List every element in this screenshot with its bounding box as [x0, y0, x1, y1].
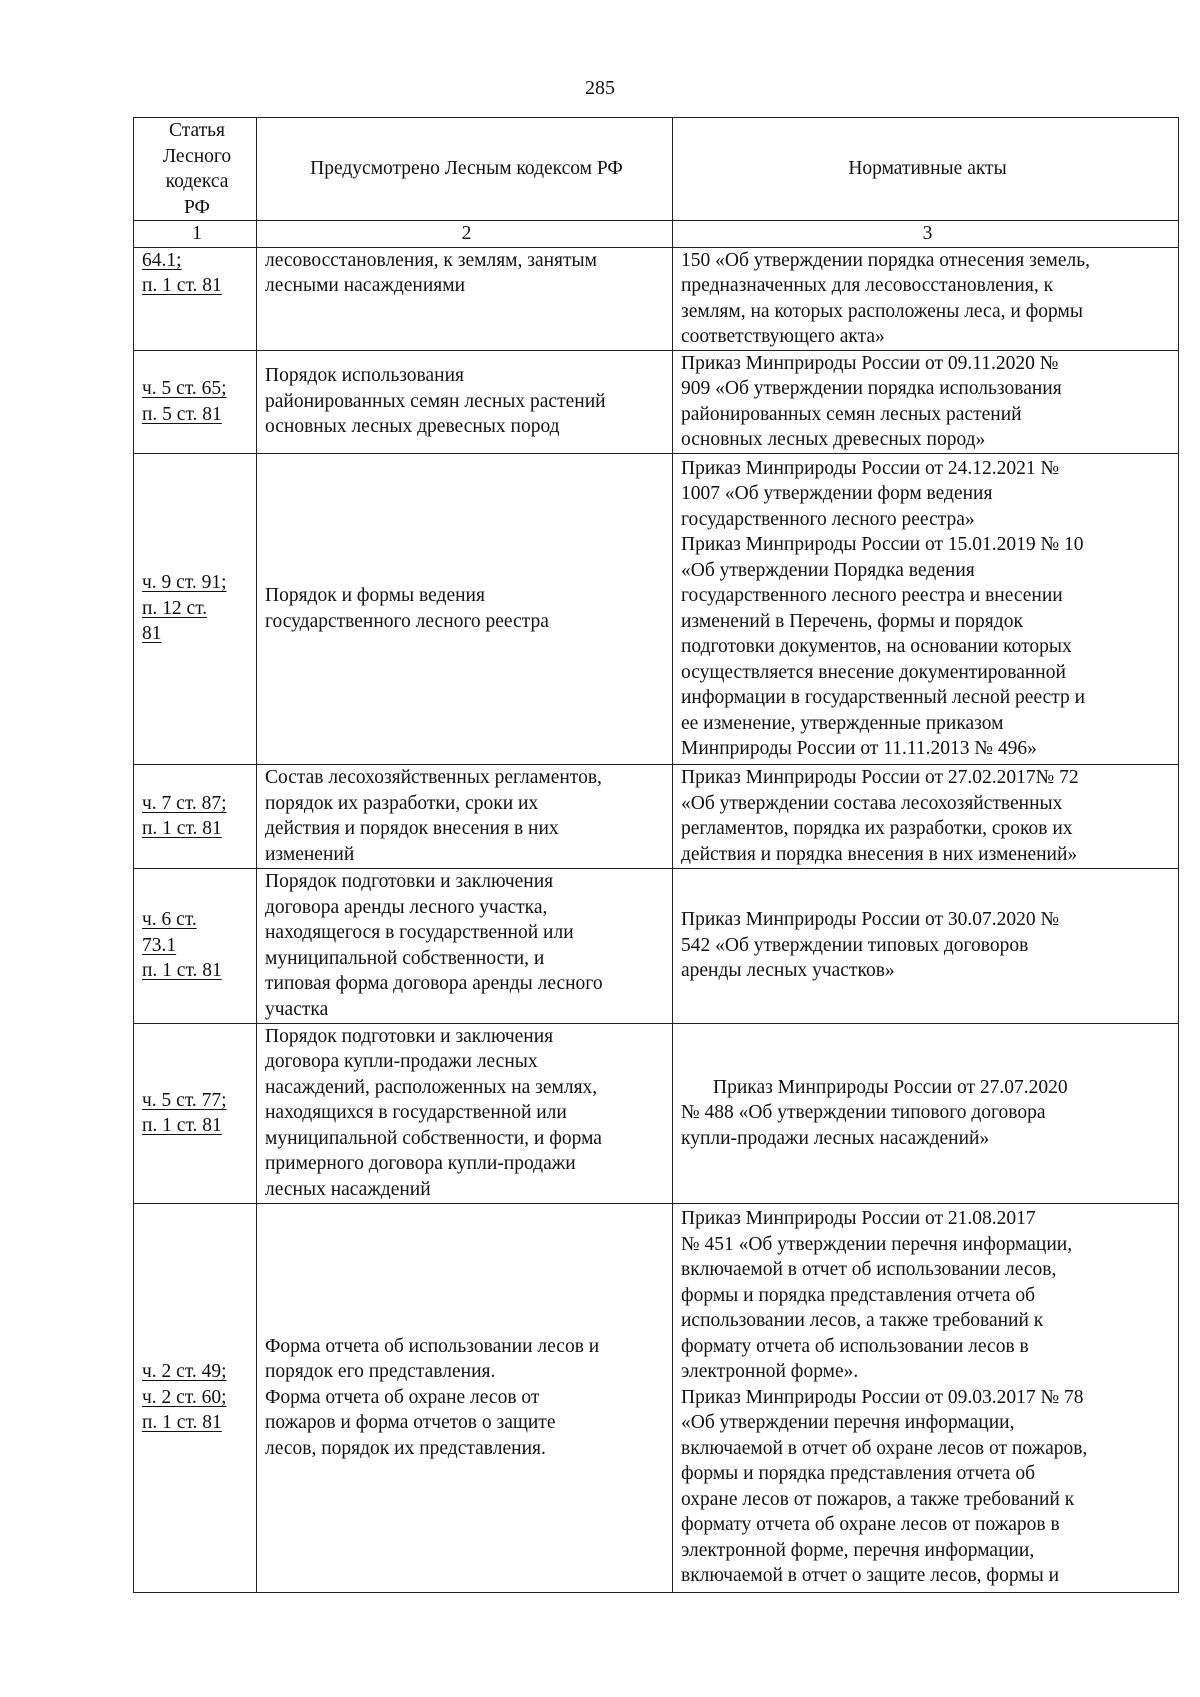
provision-line: лесовосстановления, к землям, занятым — [265, 249, 597, 271]
acts-line: № 451 «Об утверждении перечня информации, — [681, 1233, 1073, 1255]
acts-line: районированных семян лесных растений — [681, 403, 1022, 425]
article-line: п. 1 ст. 81 — [142, 1115, 222, 1136]
provision-text — [257, 868, 673, 1023]
table-row — [134, 1203, 1179, 1592]
header-article-line: кодекса — [165, 171, 229, 192]
provision-line: Форма отчета об использовании лесов и — [265, 1335, 600, 1357]
article-line: п. 12 ст. — [142, 597, 208, 619]
provision-line: находящихся в государственной или — [265, 1102, 567, 1124]
page-number: 285 — [585, 77, 615, 99]
acts-line: Приказ Минприроды России от 24.12.2021 № — [681, 457, 1060, 479]
acts-text — [673, 1023, 1179, 1203]
acts-line: землям, на которых расположены леса, и формы — [681, 300, 1083, 322]
header-acts: Нормативные акты — [673, 118, 1179, 221]
acts-line: Приказ Минприроды России от 09.03.2017 № 78 — [681, 1386, 1084, 1408]
acts-line: Приказ Минприроды России от 27.02.2017№ 72 — [681, 767, 1079, 788]
provision-line: основных лесных древесных пород — [265, 416, 560, 438]
acts-line: ее изменение, утвержденные приказом — [681, 712, 1004, 734]
article-line: ч. 5 ст. 65; — [142, 378, 227, 399]
article-reference — [134, 1023, 257, 1203]
table-row — [134, 764, 1179, 868]
acts-text — [673, 868, 1179, 1023]
acts-line: включаемой в отчет об охране лесов от пожаров, — [681, 1437, 1088, 1459]
column-number: 1 — [134, 221, 257, 248]
acts-line: формы и порядка представления отчета об — [681, 1463, 1036, 1485]
article-line: 81 — [142, 623, 162, 645]
provision-line: Форма отчета об охране лесов от — [265, 1386, 540, 1408]
acts-line: «Об утверждении Порядка ведения — [681, 559, 975, 581]
table-header-row — [134, 118, 1179, 221]
provision-line: порядок его представления. — [265, 1361, 496, 1383]
table-row — [134, 453, 1179, 764]
article-line: ч. 5 ст. 77; — [142, 1089, 227, 1111]
provision-text — [257, 247, 673, 350]
acts-line: информации в государственный лесной реестр и — [681, 687, 1086, 708]
acts-line: Приказ Минприроды России от 15.01.2019 № 10 — [681, 534, 1084, 555]
acts-line: купли-продажи лесных насаждений» — [681, 1127, 990, 1149]
article-line: п. 5 ст. 81 — [142, 403, 222, 425]
header-article-line: РФ — [184, 196, 210, 218]
normative-acts-table — [133, 117, 1179, 1593]
acts-line: Приказ Минприроды России от 21.08.2017 — [681, 1208, 1036, 1230]
acts-text — [673, 453, 1179, 764]
acts-line: государственного лесного реестра» — [681, 508, 975, 530]
provision-line: Порядок использования — [265, 365, 464, 387]
header-article — [134, 118, 257, 221]
acts-line: Приказ Минприроды России от 30.07.2020 № — [681, 909, 1060, 931]
acts-line: аренды лесных участков» — [681, 960, 895, 982]
article-line: ч. 2 ст. 49; — [142, 1361, 227, 1383]
acts-line: использовании лесов, а также требований к — [681, 1310, 1044, 1332]
article-line: п. 1 ст. 81 — [142, 1412, 222, 1434]
header-provision: Предусмотрено Лесным кодексом РФ — [257, 118, 673, 221]
acts-line: 1007 «Об утверждении форм ведения — [681, 483, 993, 504]
provision-text — [257, 453, 673, 764]
provision-line: Порядок и формы ведения — [265, 585, 485, 606]
table-row — [134, 868, 1179, 1023]
acts-line: включаемой в отчет об использовании лесов, — [681, 1259, 1057, 1281]
acts-line: изменений в Перечень, формы и порядок — [681, 610, 1023, 632]
article-line: ч. 9 ст. 91; — [142, 572, 227, 594]
provision-line: договора аренды лесного участка, — [265, 896, 548, 918]
acts-line: Приказ Минприроды России от 27.07.2020 — [713, 1076, 1068, 1098]
provision-line: договора купли-продажи лесных — [265, 1051, 538, 1073]
provision-text — [257, 1023, 673, 1203]
article-line: 73.1 — [142, 934, 177, 956]
provision-line: действия и порядок внесения в них — [265, 818, 559, 839]
table-row — [134, 247, 1179, 350]
acts-line: формату отчета об охране лесов от пожаров в — [681, 1514, 1060, 1536]
provision-line: лесными насаждениями — [265, 275, 466, 296]
provision-line: типовая форма договора аренды лесного — [265, 973, 603, 994]
acts-text — [673, 764, 1179, 868]
article-line: ч. 7 ст. 87; — [142, 792, 227, 814]
provision-text — [257, 350, 673, 453]
column-number: 2 — [257, 221, 673, 248]
article-reference — [134, 1203, 257, 1592]
provision-line: государственного лесного реестра — [265, 610, 549, 632]
provision-line: примерного договора купли-продажи — [265, 1153, 576, 1175]
provision-line: насаждений, расположенных на землях, — [265, 1076, 598, 1098]
acts-text — [673, 1203, 1179, 1592]
acts-line: 150 «Об утверждении порядка отнесения земель, — [681, 249, 1090, 271]
acts-line: 909 «Об утверждении порядка использования — [681, 378, 1062, 399]
header-article-line: Статья — [168, 120, 226, 141]
column-number: 3 — [673, 221, 1179, 248]
acts-line: регламентов, порядка их разработки, сроков их — [681, 818, 1073, 839]
article-line: п. 1 ст. 81 — [142, 275, 222, 296]
table-row — [134, 350, 1179, 453]
provision-line: лесов, порядок их представления. — [265, 1437, 546, 1459]
provision-text — [257, 1203, 673, 1592]
provision-line: Порядок подготовки и заключения — [265, 871, 554, 892]
acts-text — [673, 350, 1179, 453]
acts-line: включаемой в отчет о защите лесов, формы и — [681, 1565, 1060, 1587]
header-article-line: Лесного — [162, 145, 232, 167]
acts-line: Приказ Минприроды России от 09.11.2020 № — [681, 352, 1059, 374]
acts-text — [673, 247, 1179, 350]
article-reference — [134, 350, 257, 453]
table-row — [134, 1023, 1179, 1203]
acts-line: соответствующего акта» — [681, 326, 885, 347]
acts-line: формату отчета об использовании лесов в — [681, 1335, 1029, 1357]
provision-line: муниципальной собственности, и — [265, 947, 545, 969]
acts-line: основных лесных древесных пород» — [681, 429, 986, 450]
provision-line: находящегося в государственной или — [265, 922, 574, 943]
acts-line: действия и порядка внесения в них изменений» — [681, 843, 1078, 865]
article-line: 64.1; — [142, 249, 182, 271]
provision-text — [257, 764, 673, 868]
provision-line: участка — [265, 998, 329, 1020]
provision-line: Порядок подготовки и заключения — [265, 1025, 554, 1047]
article-line: ч. 6 ст. — [142, 909, 197, 931]
acts-line: «Об утверждении перечня информации, — [681, 1412, 1015, 1434]
acts-line: Минприроды России от 11.11.2013 № 496» — [681, 738, 1037, 759]
acts-line: 542 «Об утверждении типовых договоров — [681, 934, 1029, 956]
provision-line: изменений — [265, 843, 355, 865]
acts-line: электронной форме, перечня информации, — [681, 1539, 1035, 1561]
acts-line: предназначенных для лесовосстановления, к — [681, 275, 1054, 296]
provision-line: Состав лесохозяйственных регламентов, — [265, 767, 602, 788]
provision-line: районированных семян лесных растений — [265, 390, 606, 412]
provision-line: порядок их разработки, сроки их — [265, 792, 539, 814]
acts-line: «Об утверждении состава лесохозяйственных — [681, 792, 1063, 814]
article-reference — [134, 764, 257, 868]
acts-line: охране лесов от пожаров, а также требований к — [681, 1488, 1075, 1510]
acts-line: № 488 «Об утверждении типового договора — [681, 1102, 1046, 1124]
article-line: ч. 2 ст. 60; — [142, 1386, 227, 1408]
provision-line: лесных насаждений — [265, 1178, 431, 1200]
acts-line: государственного лесного реестра и внесении — [681, 585, 1063, 606]
provision-line: пожаров и форма отчетов о защите — [265, 1412, 556, 1434]
article-reference — [134, 868, 257, 1023]
provision-line: муниципальной собственности, и форма — [265, 1127, 602, 1149]
article-reference — [134, 453, 257, 764]
acts-line: формы и порядка представления отчета об — [681, 1284, 1036, 1306]
article-reference — [134, 247, 257, 350]
acts-line: осуществляется внесение документированной — [681, 661, 1066, 683]
column-number-row — [134, 221, 1179, 248]
article-line: п. 1 ст. 81 — [142, 960, 222, 982]
acts-line: подготовки документов, на основании которых — [681, 636, 1072, 657]
article-line: п. 1 ст. 81 — [142, 818, 222, 839]
acts-line: электронной форме». — [681, 1361, 859, 1383]
